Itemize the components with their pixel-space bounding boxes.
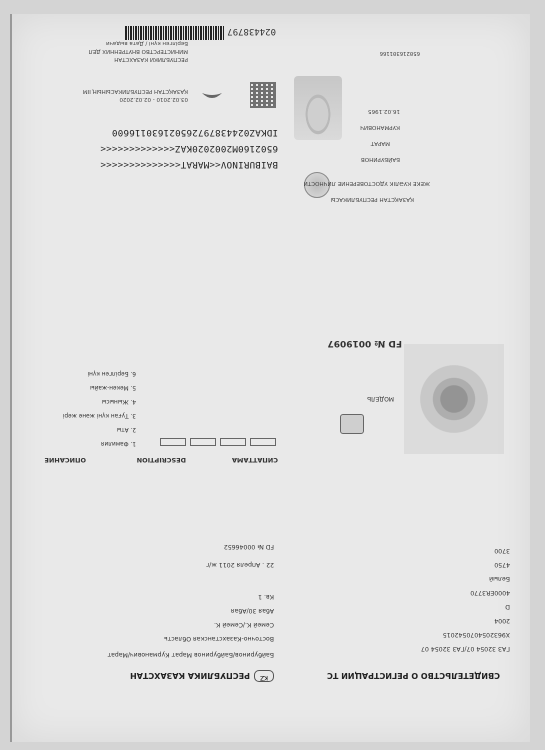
field-box [160,438,186,446]
hologram-emblem [404,344,504,454]
barcode-graphic [124,26,224,40]
id-iin: 650216301166 [379,50,420,56]
reg-title-left: РЕСПУБЛИКА КАЗАХСТАН [129,671,250,680]
scanned-sheet [10,14,530,742]
id-card-back [16,20,284,242]
reg-apartment: Кв. 1 [258,593,274,600]
reg-color: Белый [489,575,510,582]
id-back-validity: 03.02.2010 - 02.02.2020 [119,96,188,102]
country-code-badge: KZ [254,670,274,682]
field-box [190,438,216,446]
cert-row: 6. Берілген күні [87,370,136,376]
id-doc-type: ЖЕКЕ КУӘЛІК УДОСТОВЕРЕНИЕ ЛИЧНОСТИ [303,180,430,186]
reg-vehicle-make: ГАЗ 32054 07/ГАЗ 32054 07 [420,645,510,652]
field-box [250,438,276,446]
reg-engine: 4000ER3770 [470,589,510,596]
reg-vin: Х9632054070542015 [442,631,510,638]
id-back-line-4: ҚАЗАҚСТАН РЕСПУБЛИКАСЫНЫҢ ІІМ [82,88,188,94]
field-box [220,438,246,446]
reg-date: 22 . Апреля 2011 ж/г [205,561,274,568]
reg-owner: Байбуринов/Байбуринов Марат Курманович/Марат [107,651,274,658]
mrz-line-3: BAIBURINOV<<MARAT<<<<<<<<<<<<<< [100,159,278,170]
reg-fd-number-left: FD № 00046652 [223,543,274,550]
mrz-line-1: IDKAZ024438797265021630116600 [111,127,278,138]
reg-seats: 3700 [494,547,510,554]
barcode-number: 024438797 [227,26,276,36]
id-country: ҚАЗАҚСТАН РЕСПУБЛИКАСЫ [330,196,414,202]
cert-card-label: МОДЕЛЬ [366,395,394,402]
reg-title-right: СВИДЕТЕЛЬСТВО О РЕГИСТРАЦИИ ТС [327,671,500,680]
reg-year: 2004 [494,617,510,624]
reg-street: Абая 30/Абая [230,607,274,614]
id-surname: БАЙБУРИНОВ [360,156,400,162]
id-card-front [288,30,510,226]
cert-row: 2. Аты [116,426,136,432]
cert-row: 1. Фамилия [100,440,136,446]
registration-left [24,536,278,686]
cert-fd-number: FD № 0019097 [327,338,402,348]
cert-row: 3. Туған күні және жері [62,412,136,418]
reg-city: Семей К./Семей К. [214,621,274,628]
id-name: МАРАТ [370,140,390,146]
reg-category: D [505,603,510,610]
reg-region: Восточно-Казахстанская Область [163,635,274,642]
id-back-line-1: Берілген күні / Дата выдачи [106,40,188,46]
id-patronymic: КУРМАНОВИЧ [360,124,400,130]
cert-row: 5. Мекен-жайы [89,384,136,390]
qr-code [250,82,276,108]
certificate-description [16,306,286,476]
id-back-line-2: МИНИСТЕРСТВО ВНУТРЕННИХ ДЕЛ [88,48,188,54]
id-back-line-3: РЕСПУБЛИКИ КАЗАХСТАН [114,56,188,62]
id-dob: 16.02.1965 [367,108,400,114]
header-opisanie: ОПИСАНИЕ [44,456,86,464]
header-description: DESCRIPTION [136,456,186,464]
scan-edge [10,14,12,742]
header-sipattama: СИПАТТАМА [231,456,278,464]
reg-weight: 4750 [494,561,510,568]
cert-row: 4. Жынысы [101,398,136,404]
certificate-card [292,324,514,474]
holder-photo [294,76,342,140]
emblem-icon [200,90,224,104]
mrz-line-2: 6502160M2002020KAZ<<<<<<<<<<<<< [100,143,278,154]
registration-right [280,536,520,686]
chip-icon [340,414,364,434]
